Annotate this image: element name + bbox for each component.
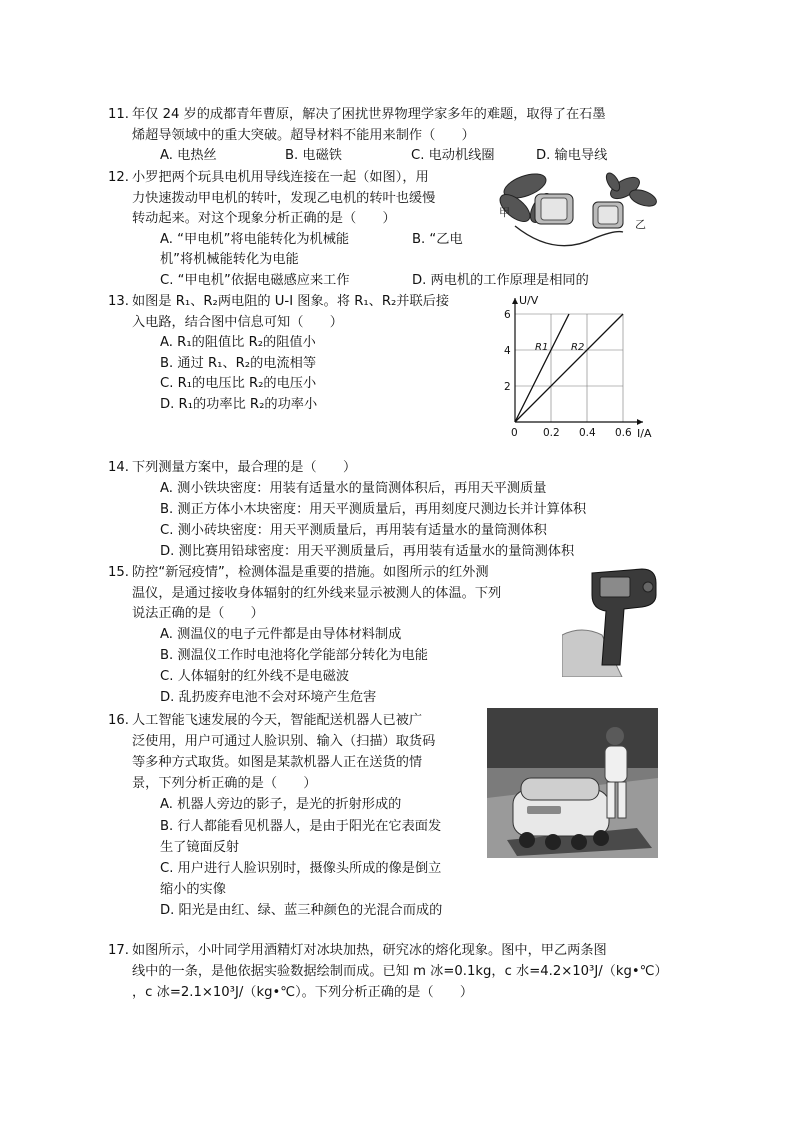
option-a: A. 测温仪的电子元件都是由导体材料制成: [160, 627, 402, 642]
background-trees: [487, 708, 658, 768]
question-text-line: 温仪，是通过接收身体辐射的红外线来显示被测人的体温。下列: [132, 586, 502, 601]
option-d: D. R₁的功率比 R₂的功率小: [160, 397, 318, 412]
question-text-line: 小罗把两个玩具电机用导线连接在一起（如图），用: [132, 170, 429, 185]
question-text-line: 等多种方式取货。如图是某款机器人正在送货的情: [132, 755, 423, 770]
option-b-cont: 生了镜面反射: [160, 840, 240, 855]
y-tick-label: 6: [504, 309, 511, 321]
y-tick-label: 2: [504, 381, 511, 393]
question-text-line: 转动起来。对这个现象分析正确的是（ ）: [132, 211, 396, 226]
option-a: A. 测小铁块密度：用装有适量水的量筒测体积后，再用天平测质量: [160, 481, 547, 496]
question-number: 11.: [108, 107, 129, 122]
x-axis-arrow-icon: [637, 419, 643, 425]
option-d: D. 测比赛用铅球密度：用天平测质量后，再用装有适量水的量筒测体积: [160, 544, 575, 559]
option-a: A. 机器人旁边的影子，是光的折射形成的: [160, 797, 402, 812]
x-tick-label: 0.6: [615, 427, 632, 439]
question-text-line: 入电路，结合图中信息可知（ ）: [132, 315, 343, 330]
wire-icon: [515, 226, 623, 246]
thermometer-photo: [562, 565, 660, 677]
option-b-cont: 机”将机械能转化为电能: [160, 252, 299, 267]
x-axis-label: I/A: [637, 427, 652, 440]
label-yi: 乙: [635, 218, 646, 231]
question-text-line: 泛使用，用户可通过人脸识别、输入（扫描）取货码: [132, 734, 436, 749]
y-axis-label: U/V: [519, 294, 539, 307]
option-d: D. 两电机的工作原理是相同的: [412, 273, 589, 288]
question-text-line: 人工智能飞速发展的今天，智能配送机器人已被广: [132, 713, 423, 728]
question-text-line: 说法正确的是（ ）: [132, 606, 264, 621]
question-text-line: 线中的一条，是他依据实验数据绘制而成。已知 m 冰=0.1kg，c 水=4.2×10³J/（kg•℃）: [132, 964, 668, 979]
question-text-line: 如图所示，小叶同学用酒精灯对冰块加热，研究冰的熔化现象。图中，甲乙两条图: [132, 943, 607, 958]
question-number: 17.: [108, 943, 129, 958]
x-tick-label: 0: [511, 427, 518, 439]
y-axis-arrow-icon: [512, 298, 518, 304]
robot-photo: [487, 708, 658, 858]
option-c: C. 人体辐射的红外线不是电磁波: [160, 669, 350, 684]
option-b: B. 行人都能看见机器人，是由于阳光在它表面发: [160, 819, 442, 834]
option-b: B. 电磁铁: [285, 148, 342, 163]
series-label-r2: R2: [571, 342, 585, 353]
option-c: C. 测小砖块密度：用天平测质量后，再用装有适量水的量筒测体积: [160, 523, 547, 538]
chart-series: [515, 314, 623, 422]
question-text-line: 下列测量方案中，最合理的是（ ）: [132, 460, 357, 475]
series-line-2: [515, 314, 623, 422]
question-text-line: 力快速拨动甲电机的转叶，发现乙电机的转叶也缓慢: [132, 191, 436, 206]
option-b: B. 测正方体小木块密度：用天平测质量后，再用刻度尺测边长并计算体积: [160, 502, 587, 517]
option-a: A. R₁的阻值比 R₂的阻值小: [160, 335, 316, 350]
question-text-line: 防控“新冠疫情”，检测体温是重要的措施。如图所示的红外测: [132, 565, 489, 580]
option-a: A. 电热丝: [160, 148, 217, 163]
question-number: 14.: [108, 460, 129, 475]
option-c-cont: 缩小的实像: [160, 882, 226, 897]
option-c: C. 用户进行人脸识别时，摄像头所成的像是倒立: [160, 861, 442, 876]
sensor-icon: [643, 582, 653, 592]
option-d: D. 输电导线: [536, 148, 608, 163]
option-c: C. “甲电机”依据电磁感应来工作: [160, 273, 350, 288]
option-b: B. 测温仪工作时电池将化学能部分转化为电能: [160, 648, 428, 663]
question-text-line: 烯超导领域中的重大突破。超导材料不能用来制作（ ）: [132, 128, 475, 143]
thermometer-screen-icon: [600, 577, 630, 597]
question-number: 13.: [108, 294, 129, 309]
question-number: 16.: [108, 713, 129, 728]
x-tick-label: 0.4: [579, 427, 596, 439]
question-text-line: 年仅 24 岁的成都青年曹原，解决了困扰世界物理学家多年的难题，取得了在石墨: [132, 107, 606, 122]
question-text-line: 景，下列分析正确的是（ ）: [132, 776, 317, 791]
label-jia: 甲: [499, 206, 510, 219]
motors-figure: [495, 168, 660, 258]
question-text-line: 如图是 R₁、R₂两电阻的 U-I 图象。将 R₁、R₂并联后接: [132, 294, 450, 309]
motor-jia-icon: [535, 194, 573, 224]
option-c: C. R₁的电压比 R₂的电压小: [160, 376, 317, 391]
question-number: 15.: [108, 565, 129, 580]
u-i-graph: [495, 292, 665, 442]
motor-yi-icon: [593, 202, 623, 228]
y-tick-label: 4: [504, 345, 511, 357]
question-number: 12.: [108, 170, 129, 185]
option-b: B. 通过 R₁、R₂的电流相等: [160, 356, 317, 371]
series-line-1: [515, 314, 569, 422]
option-c: C. 电动机线圈: [411, 148, 495, 163]
series-label-r1: R1: [535, 342, 549, 353]
x-tick-label: 0.2: [543, 427, 560, 439]
option-d: D. 乱扔废弃电池不会对环境产生危害: [160, 690, 377, 705]
option-a: A. “甲电机”将电能转化为机械能: [160, 232, 350, 247]
option-d: D. 阳光是由红、绿、蓝三种颜色的光混合而成的: [160, 903, 443, 918]
option-b: B. “乙电: [412, 232, 463, 247]
question-text-line: ，c 冰=2.1×10³J/（kg•℃）。下列分析正确的是（ ）: [132, 985, 474, 1000]
chart-ticks: [504, 309, 632, 439]
